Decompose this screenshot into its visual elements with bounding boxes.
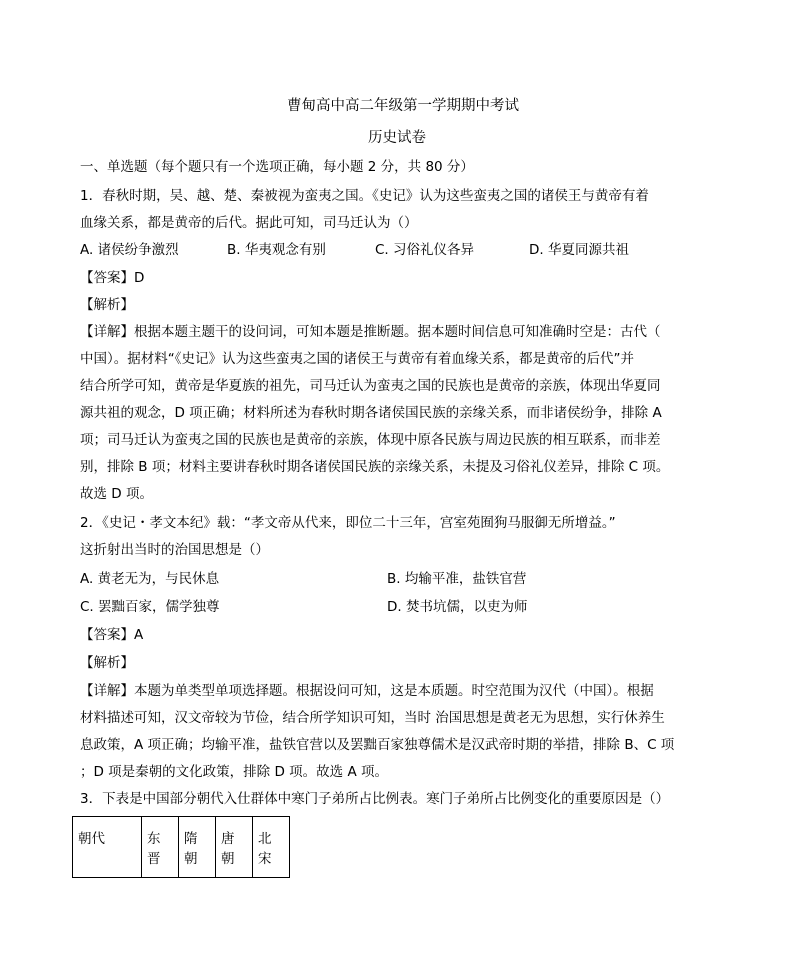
q1-analysis-label: 【解析】 [80,297,134,313]
q1-detail-line: 结合所学可知，黄帝是华夏族的祖先，司马迁认为蛮夷之国的民族也是黄帝的亲族，体现出华夏同 [80,378,661,394]
table-row [73,817,290,878]
table-header-cell: 朝代 [73,817,142,878]
table-header-cell: 北宋 [253,817,290,878]
dynasty-table [72,816,290,878]
q2-detail-line: 【详解】本题为单类型单项选择题。根据设问可知，这是本质题。时空范围为汉代（中国）。根据 [80,683,654,699]
q2-stem-line2: 这折射出当时的治国思想是（） [80,542,269,558]
q2-detail-line: 息政策，A 项正确；均输平准，盐铁官营以及罢黜百家独尊儒术是汉武帝时期的举措，排除 B、C 项 [80,737,675,753]
q2-detail-line: 材料描述可知，汉文帝较为节俭，结合所学知识可知，当时 治国思想是黄老无为思想，实行休养生 [80,710,665,726]
table-header-cell: 东晋 [142,817,179,878]
exam-title: 曹甸高中高二年级第一学期期中考试 [287,98,519,114]
q2-option-a: A. 黄老无为，与民休息 [80,571,220,587]
table-header-cell: 唐朝 [216,817,253,878]
q1-stem-line1: 1．春秋时期，吴、越、楚、秦被视为蛮夷之国。《史记》认为这些蛮夷之国的诸侯王与黄帝有着 [80,188,649,204]
q2-stem-line1: 2．《史记・孝文本纪》载：“孝文帝从代来，即位二十三年，宫室苑囿狗马服御无所增益。” [80,515,616,531]
q1-detail-line: 别，排除 B 项；材料主要讲春秋时期各诸侯国民族的亲缘关系，未提及习俗礼仪差异，排除 C 项。 [80,459,670,475]
q2-option-b: B. 均输平准，盐铁官营 [387,571,527,587]
q1-option-a: A. 诸侯纷争激烈 [80,242,179,258]
exam-subtitle: 历史试卷 [368,130,426,146]
q1-option-d: D. 华夏同源共祖 [529,242,629,258]
q1-detail-line: 【详解】根据本题主题干的设问词，可知本题是推断题。据本题时间信息可知准确时空是：古代（ [80,324,661,340]
q1-detail-line: 故选 D 项。 [80,486,153,502]
q2-option-c: C. 罢黜百家，儒学独尊 [80,599,220,615]
q1-answer: 【答案】D [80,270,145,286]
q2-option-d: D. 焚书坑儒，以吏为师 [387,599,528,615]
q2-answer: 【答案】A [80,627,144,643]
q1-option-b: B. 华夷观念有别 [227,242,326,258]
q1-option-c: C. 习俗礼仪各异 [375,242,475,258]
q1-detail-line: 中国）。据材料“《史记》认为这些蛮夷之国的诸侯王与黄帝有着血缘关系，都是黄帝的后代”并 [80,351,634,367]
q2-detail-line: ；D 项是秦朝的文化政策，排除 D 项。故选 A 项。 [80,764,388,780]
q1-detail-line: 源共祖的观念，D 项正确；材料所述为春秋时期各诸侯国民族的亲缘关系，而非诸侯纷争，排除 A [80,405,662,421]
table-header-cell: 隋朝 [179,817,216,878]
section-heading: 一、单选题（每个题只有一个选项正确，每小题 2 分，共 80 分） [80,159,474,175]
q1-stem-line2: 血缘关系，都是黄帝的后代。据此可知，司马迁认为（） [80,215,418,231]
q1-detail-line: 项；司马迁认为蛮夷之国的民族也是黄帝的亲族，体现中原各民族与周边民族的相互联系，而非差 [80,432,661,448]
q3-stem: 3．下表是中国部分朝代入仕群体中寒门子弟所占比例表。寒门子弟所占比例变化的重要原因是（） [80,791,670,807]
q2-analysis-label: 【解析】 [80,655,134,671]
